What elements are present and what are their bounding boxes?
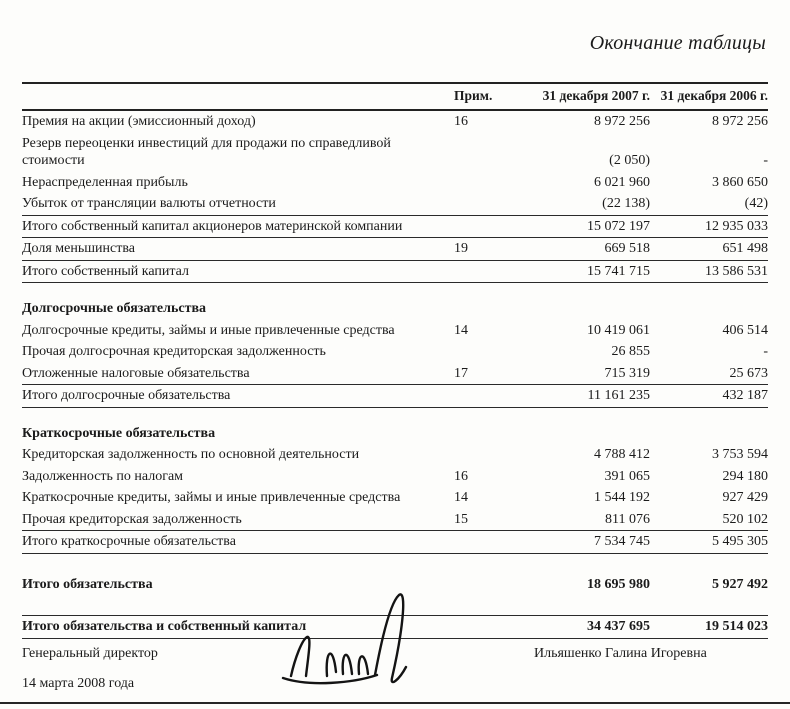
- row-value-2007: 26 855: [611, 344, 650, 359]
- row-value-2007: 811 076: [605, 511, 650, 527]
- section-header-row: [22, 423, 768, 445]
- row-value-2006: 294 180: [722, 468, 768, 484]
- row-label: Краткосрочные обязательства: [22, 425, 216, 441]
- row-value-2007: 4 788 412: [594, 447, 650, 462]
- row-label: Итого собственный капитал: [22, 263, 189, 279]
- header-year-2007: 31 декабря 2007 г.: [542, 88, 650, 103]
- page-title: Окончание таблицы: [589, 32, 766, 54]
- row-value-2007: 15 072 197: [587, 218, 650, 234]
- section-header-row: [22, 298, 768, 320]
- table-row: [22, 238, 768, 261]
- row-note: 15: [454, 511, 468, 527]
- row-value-2007: 6 021 960: [594, 174, 650, 190]
- row-value-2006: 520 102: [722, 511, 768, 527]
- row-value-2006: 927 429: [722, 490, 768, 505]
- row-value-2007: 34 437 695: [587, 619, 650, 634]
- row-value-2006: 651 498: [722, 241, 768, 256]
- row-value-2006: 3 753 594: [712, 447, 768, 462]
- row-label: Прочая долгосрочная кредиторская задолженность: [22, 344, 326, 359]
- row-note: 17: [454, 365, 468, 381]
- document-date: 14 марта 2008 года: [22, 676, 135, 691]
- row-label: Долгосрочные кредиты, займы и иные привлеченные средства: [22, 322, 395, 338]
- table-row: [22, 385, 768, 408]
- row-label: Задолженность по налогам: [22, 468, 184, 484]
- row-value-2006: 3 860 650: [712, 174, 768, 190]
- row-label: Отложенные налоговые обязательства: [22, 365, 250, 381]
- row-label: Долгосрочные обязательства: [22, 301, 207, 316]
- header-year-2006: 31 декабря 2006 г.: [660, 88, 768, 103]
- row-value-2006: 432 187: [722, 388, 768, 403]
- row-label: Итого обязательства и собственный капитал: [22, 619, 307, 634]
- row-value-2007: (2 050): [609, 153, 650, 168]
- table-row: [22, 133, 768, 172]
- table-row: [22, 509, 768, 532]
- table-row: [22, 193, 768, 216]
- row-label: Нераспределенная прибыль: [22, 174, 188, 190]
- row-value-2006: 25 673: [729, 365, 768, 381]
- row-value-2006: 12 935 033: [705, 218, 768, 234]
- row-note: 14: [454, 490, 468, 505]
- row-label: Краткосрочные кредиты, займы и иные привлеченные средства: [22, 490, 401, 505]
- row-label: Кредиторская задолженность по основной деятельности: [22, 447, 360, 462]
- signer-role: Генеральный директор: [22, 646, 158, 661]
- row-label: Итого обязательства: [22, 576, 153, 592]
- row-value-2007: 391 065: [604, 468, 650, 484]
- row-label: Премия на акции (эмиссионный доход): [22, 114, 256, 129]
- page-bottom-rule: [0, 702, 790, 704]
- signer-name: Ильяшенко Галина Игоревна: [534, 646, 707, 661]
- table-row: [22, 444, 768, 466]
- handwritten-signature-icon: [275, 588, 460, 696]
- row-value-2006: (42): [744, 196, 768, 211]
- row-value-2007: 11 161 235: [587, 388, 650, 403]
- row-label: Итого краткосрочные обязательства: [22, 534, 236, 549]
- row-note: 16: [454, 114, 468, 129]
- row-value-2007: 18 695 980: [587, 576, 650, 592]
- row-value-2006: 5 495 305: [712, 534, 768, 549]
- row-label: Убыток от трансляции валюты отчетности: [22, 196, 276, 211]
- table-row: [22, 261, 768, 284]
- row-value-2006: 406 514: [722, 322, 768, 338]
- row-label: Резерв переоценки инвестиций для продажи по справедливой стоимости: [22, 135, 391, 168]
- table-header-row: [22, 82, 768, 111]
- row-note: 16: [454, 468, 468, 484]
- row-value-2006: 13 586 531: [705, 263, 768, 279]
- row-value-2007: 715 319: [604, 365, 650, 381]
- table-row: [22, 531, 768, 554]
- row-value-2007: 669 518: [604, 241, 650, 256]
- header-note-column: Прим.: [454, 88, 493, 103]
- row-value-2007: 8 972 256: [594, 114, 650, 129]
- table-row: [22, 341, 768, 363]
- table-row: [22, 363, 768, 386]
- table-body: [22, 111, 768, 639]
- row-value-2007: 10 419 061: [587, 322, 650, 338]
- row-value-2007: (22 138): [602, 196, 650, 211]
- row-note: 14: [454, 322, 468, 338]
- table-row: [22, 487, 768, 509]
- table-row: [22, 320, 768, 342]
- table-row: [22, 466, 768, 488]
- row-value-2006: 19 514 023: [705, 619, 768, 634]
- table-row: [22, 172, 768, 194]
- table-row: [22, 111, 768, 133]
- row-label: Итого собственный капитал акционеров материнской компании: [22, 218, 403, 234]
- table-spacer: [22, 408, 768, 423]
- row-value-2006: 8 972 256: [712, 114, 768, 129]
- row-label: Доля меньшинства: [22, 241, 135, 256]
- row-value-2007: 1 544 192: [594, 490, 650, 505]
- row-value-2007: 7 534 745: [594, 534, 650, 549]
- row-label: Итого долгосрочные обязательства: [22, 388, 231, 403]
- table-spacer: [22, 554, 768, 574]
- row-value-2007: 15 741 715: [587, 263, 650, 279]
- table-row: [22, 216, 768, 239]
- table-spacer: [22, 283, 768, 298]
- row-value-2006: -: [763, 153, 768, 168]
- row-note: 19: [454, 241, 468, 256]
- row-value-2006: 5 927 492: [712, 576, 768, 592]
- financial-table: [22, 82, 768, 639]
- row-label: Прочая кредиторская задолженность: [22, 511, 242, 527]
- row-value-2006: -: [763, 344, 768, 359]
